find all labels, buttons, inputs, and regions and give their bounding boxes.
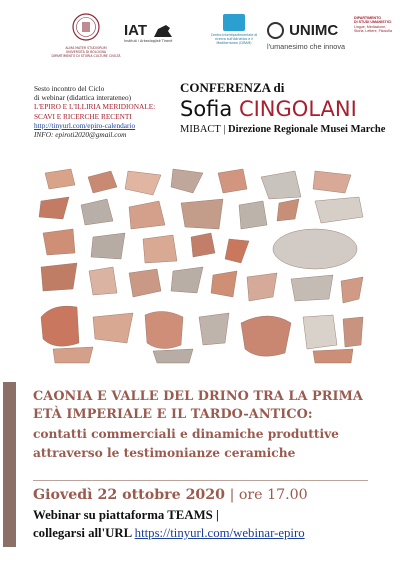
event-time: | ore 17.00 [225,487,308,503]
dipartimento-logo [354,16,398,33]
ciram-caption: Centro Interdipartimentale di ricerca sull'Adriatico e il Mediterraneo (CIRAM) [210,33,258,45]
unimc-tagline: l'umanesimo che innova [267,42,346,51]
url-prefix: collegarsi all'URL [33,526,135,540]
event-url-line [33,526,305,541]
dip-line-2: DI STUDI UMANISTICI [354,20,392,25]
side-accent-bar [3,382,16,547]
dip-line-3: Lingue, Mediazione, [354,24,387,29]
unimc-seal-icon [267,22,284,39]
subtitle-line-2: attraverso le testimonianze ceramiche [33,446,296,460]
unibo-caption-2: UNIVERSITÀ DI BOLOGNA [65,50,107,54]
subtitle-line-1: contatti commerciali e dinamiche produttive [33,427,339,441]
calendar-link[interactable]: http://tinyurl.com/epiro-calendario [34,120,136,130]
speaker-affiliation [180,124,385,135]
iat-caption: Instituti i Arkeologjisë Tiranë [124,39,173,43]
ciram-logo [206,14,262,45]
title-line-2: ETÀ IMPERIALE E IL TARDO-ANTICO: [33,407,313,422]
info-line-1: Sesto incontro del Ciclo [34,84,105,93]
event-date: Giovedì 22 ottobre 2020 [33,487,226,503]
affiliation-org: MIBACT | [180,124,228,135]
speaker-name [180,97,357,121]
title-line-1: CAONIA E VALLE DEL DRINO TRA LA PRIMA [33,389,363,404]
info-email: INFO: epiroti2020@gmail.com [34,130,127,140]
dip-line-4: Storia, Lettere, Filosofia [354,28,392,33]
divider [33,480,368,481]
pottery-sherds-photo [33,167,368,365]
iat-letters: IAT [124,22,148,39]
conference-label: CONFERENZA di [180,80,285,95]
webinar-link[interactable]: https://tinyurl.com/webinar-epiro [134,526,305,540]
unibo-caption-1: ALMA MATER STUDIORUM [65,46,107,50]
unimc-name: UNIMC [289,22,339,39]
unibo-logo [46,12,126,58]
iat-horse-icon [152,23,174,39]
iat-logo [124,20,188,43]
speaker-last-name: CINGOLANI [238,97,357,121]
cycle-info [34,84,174,139]
event-platform: Webinar su piattaforma TEAMS | [33,508,219,522]
cycle-title-2: SCAVI E RICERCHE RECENTI [34,111,132,121]
speaker-first-name: Sofia [180,97,239,121]
lecture-title [33,388,378,462]
info-line-2: di webinar (didattica interateneo) [34,93,132,103]
unimc-logo [267,20,349,51]
affiliation-dept: Direzione Regionale Musei Marche [228,124,386,135]
ciram-map-icon [223,14,245,31]
unibo-caption-3: DIPARTIMENTO DI STORIA CULTURE CIVILTÀ [51,54,121,58]
cycle-title-1: L'EPIRO E L'ILLIRIA MERIDIONALE: [34,102,156,112]
unibo-seal-icon [46,12,126,42]
dip-line-1: DIPARTIMENTO [354,16,382,20]
event-datetime [33,487,308,503]
